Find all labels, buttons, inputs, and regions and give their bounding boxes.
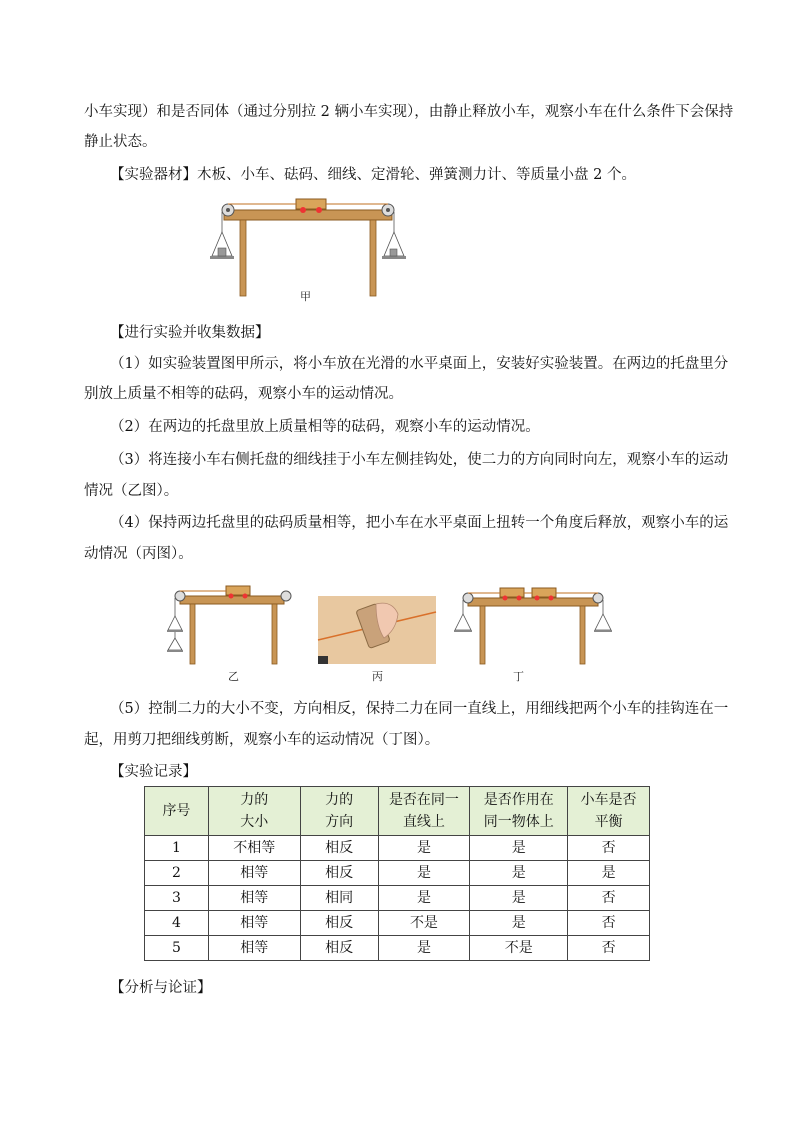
cell-index: 2 bbox=[145, 861, 209, 886]
cell-force-direction: 相同 bbox=[300, 886, 378, 911]
cell-force-direction: 相反 bbox=[300, 861, 378, 886]
step-5-line-1: （5）控制二力的大小不变，方向相反，保持二力在同一直线上，用细线把两个小车的挂钩连在一 bbox=[110, 701, 729, 717]
cell-balanced: 是 bbox=[568, 861, 650, 886]
cell-same-line: 不是 bbox=[378, 911, 470, 936]
figure-bing-caption: 丙 bbox=[372, 670, 383, 683]
materials-paragraph bbox=[110, 163, 636, 184]
table-row bbox=[145, 886, 650, 911]
cell-balanced: 否 bbox=[568, 836, 650, 861]
cell-force-direction: 相反 bbox=[300, 936, 378, 961]
cell-same-object: 是 bbox=[470, 861, 568, 886]
intro-line-2: 静止状态。 bbox=[84, 134, 157, 150]
cell-force-size: 相等 bbox=[208, 936, 300, 961]
cell-same-line: 是 bbox=[378, 861, 470, 886]
cell-index: 1 bbox=[145, 836, 209, 861]
header-same-object: 是否作用在 同一物体上 bbox=[470, 787, 568, 836]
cell-same-object: 是 bbox=[470, 886, 568, 911]
figure-bing-photo bbox=[318, 596, 436, 664]
step-1-line-2: 别放上质量不相等的砝码，观察小车的运动情况。 bbox=[84, 386, 403, 402]
cell-same-line: 是 bbox=[378, 836, 470, 861]
cell-same-object: 是 bbox=[470, 911, 568, 936]
cell-force-size: 不相等 bbox=[208, 836, 300, 861]
cell-force-size: 相等 bbox=[208, 911, 300, 936]
materials-heading: 【实验器材】 bbox=[110, 167, 197, 183]
cell-force-size: 相等 bbox=[208, 886, 300, 911]
figure-jia-apparatus bbox=[210, 196, 410, 300]
record-table bbox=[144, 786, 650, 961]
header-force-size: 力的 大小 bbox=[208, 787, 300, 836]
cell-same-line: 是 bbox=[378, 936, 470, 961]
cell-balanced: 否 bbox=[568, 911, 650, 936]
figure-ding-apparatus bbox=[458, 584, 608, 666]
cell-force-direction: 相反 bbox=[300, 911, 378, 936]
header-same-line: 是否在同一 直线上 bbox=[378, 787, 470, 836]
step-1-line-1: （1）如实验装置图甲所示，将小车放在光滑的水平桌面上，安装好实验装置。在两边的托盘里分 bbox=[110, 356, 729, 372]
analysis-heading: 【分析与论证】 bbox=[110, 980, 212, 996]
record-heading: 【实验记录】 bbox=[110, 764, 197, 780]
table-row bbox=[145, 936, 650, 961]
header-index: 序号 bbox=[145, 787, 209, 836]
cell-balanced: 否 bbox=[568, 936, 650, 961]
table-row bbox=[145, 836, 650, 861]
figure-jia-caption: 甲 bbox=[300, 290, 311, 303]
cell-index: 4 bbox=[145, 911, 209, 936]
header-force-direction: 力的 方向 bbox=[300, 787, 378, 836]
materials-text: 木板、小车、砝码、细线、定滑轮、弹簧测力计、等质量小盘 2 个。 bbox=[197, 167, 636, 183]
figure-yi-caption: 乙 bbox=[228, 670, 239, 683]
step-5-line-2: 起，用剪刀把细线剪断，观察小车的运动情况（丁图）。 bbox=[84, 732, 440, 748]
step-3-line-2: 情况（乙图）。 bbox=[84, 483, 179, 499]
step-3-line-1: （3）将连接小车右侧托盘的细线挂于小车左侧挂钩处，使二力的方向同时向左，观察小车的运动 bbox=[110, 452, 729, 468]
figure-ding-caption: 丁 bbox=[513, 670, 524, 683]
table-row bbox=[145, 861, 650, 886]
cell-force-size: 相等 bbox=[208, 861, 300, 886]
cell-same-object: 是 bbox=[470, 836, 568, 861]
intro-line-1: 小车实现）和是否同体（通过分别拉 2 辆小车实现），由静止释放小车，观察小车在什么条件下会保持 bbox=[84, 104, 734, 120]
header-balanced: 小车是否 平衡 bbox=[568, 787, 650, 836]
table-header-row bbox=[145, 787, 650, 836]
cell-index: 5 bbox=[145, 936, 209, 961]
cell-same-object: 不是 bbox=[470, 936, 568, 961]
step-2: （2）在两边的托盘里放上质量相等的砝码，观察小车的运动情况。 bbox=[110, 419, 540, 435]
figure-yi-apparatus bbox=[170, 584, 292, 666]
step-4-line-1: （4）保持两边托盘里的砝码质量相等，把小车在水平桌面上扭转一个角度后释放，观察小车的运 bbox=[110, 515, 729, 531]
procedure-heading: 【进行实验并收集数据】 bbox=[110, 325, 270, 341]
cell-balanced: 否 bbox=[568, 886, 650, 911]
cell-same-line: 是 bbox=[378, 886, 470, 911]
cell-force-direction: 相反 bbox=[300, 836, 378, 861]
cell-index: 3 bbox=[145, 886, 209, 911]
table-row bbox=[145, 911, 650, 936]
step-4-line-2: 动情况（丙图）。 bbox=[84, 546, 193, 562]
